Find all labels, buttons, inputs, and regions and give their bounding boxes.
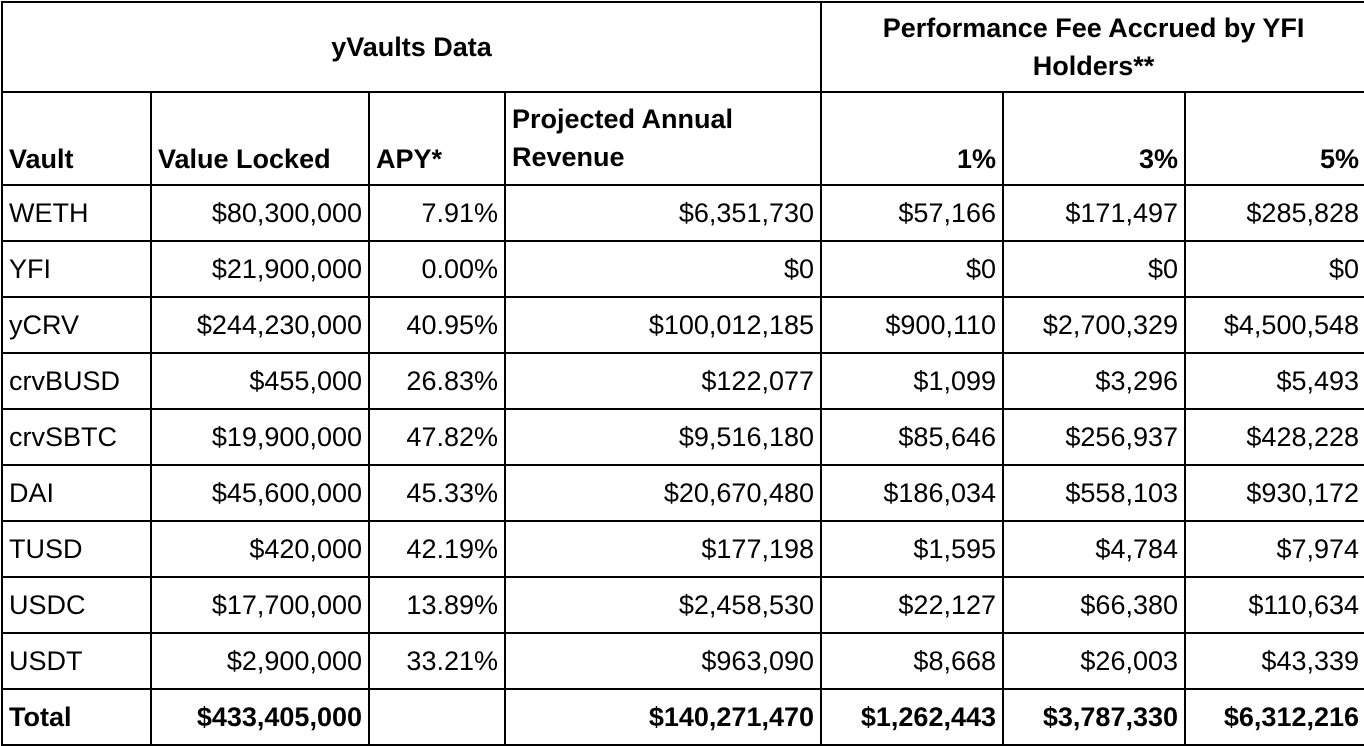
cell-value-locked: $21,900,000 bbox=[151, 241, 369, 297]
column-header-apy: APY* bbox=[369, 92, 505, 185]
cell-total-revenue: $140,271,470 bbox=[505, 689, 821, 745]
cell-apy: 40.95% bbox=[369, 297, 505, 353]
performance-fee-header: Performance Fee Accrued by YFI Holders** bbox=[821, 2, 1364, 92]
cell-total-fee-5: $6,312,216 bbox=[1185, 689, 1364, 745]
cell-vault: crvBUSD bbox=[2, 353, 151, 409]
cell-fee-5: $7,974 bbox=[1185, 521, 1364, 577]
yvaults-table bbox=[1, 1, 1364, 746]
cell-fee-5: $930,172 bbox=[1185, 465, 1364, 521]
cell-fee-1: $85,646 bbox=[821, 409, 1003, 465]
cell-fee-3: $4,784 bbox=[1003, 521, 1185, 577]
cell-total-label: Total bbox=[2, 689, 151, 745]
cell-fee-5: $0 bbox=[1185, 241, 1364, 297]
cell-fee-1: $8,668 bbox=[821, 633, 1003, 689]
cell-revenue: $9,516,180 bbox=[505, 409, 821, 465]
cell-revenue: $2,458,530 bbox=[505, 577, 821, 633]
column-header-fee-5: 5% bbox=[1185, 92, 1364, 185]
cell-value-locked: $17,700,000 bbox=[151, 577, 369, 633]
cell-total-fee-3: $3,787,330 bbox=[1003, 689, 1185, 745]
cell-total-value-locked: $433,405,000 bbox=[151, 689, 369, 745]
cell-fee-1: $57,166 bbox=[821, 185, 1003, 241]
cell-fee-3: $26,003 bbox=[1003, 633, 1185, 689]
cell-vault: crvSBTC bbox=[2, 409, 151, 465]
cell-fee-3: $256,937 bbox=[1003, 409, 1185, 465]
cell-fee-5: $43,339 bbox=[1185, 633, 1364, 689]
cell-total-apy bbox=[369, 689, 505, 745]
cell-fee-5: $5,493 bbox=[1185, 353, 1364, 409]
cell-apy: 26.83% bbox=[369, 353, 505, 409]
cell-vault: WETH bbox=[2, 185, 151, 241]
cell-revenue: $963,090 bbox=[505, 633, 821, 689]
column-header-vault: Vault bbox=[2, 92, 151, 185]
cell-apy: 42.19% bbox=[369, 521, 505, 577]
cell-value-locked: $45,600,000 bbox=[151, 465, 369, 521]
cell-apy: 7.91% bbox=[369, 185, 505, 241]
cell-revenue: $100,012,185 bbox=[505, 297, 821, 353]
cell-revenue: $6,351,730 bbox=[505, 185, 821, 241]
table-row bbox=[2, 465, 1364, 521]
cell-fee-3: $3,296 bbox=[1003, 353, 1185, 409]
cell-fee-3: $66,380 bbox=[1003, 577, 1185, 633]
cell-value-locked: $19,900,000 bbox=[151, 409, 369, 465]
cell-revenue: $20,670,480 bbox=[505, 465, 821, 521]
cell-total-fee-1: $1,262,443 bbox=[821, 689, 1003, 745]
cell-apy: 45.33% bbox=[369, 465, 505, 521]
cell-fee-1: $0 bbox=[821, 241, 1003, 297]
column-header-row bbox=[2, 92, 1364, 185]
table-row bbox=[2, 577, 1364, 633]
cell-value-locked: $80,300,000 bbox=[151, 185, 369, 241]
cell-revenue: $177,198 bbox=[505, 521, 821, 577]
cell-apy: 33.21% bbox=[369, 633, 505, 689]
table-row bbox=[2, 353, 1364, 409]
cell-revenue: $122,077 bbox=[505, 353, 821, 409]
cell-fee-5: $428,228 bbox=[1185, 409, 1364, 465]
table-row bbox=[2, 241, 1364, 297]
table-row bbox=[2, 521, 1364, 577]
cell-fee-1: $1,595 bbox=[821, 521, 1003, 577]
cell-value-locked: $455,000 bbox=[151, 353, 369, 409]
cell-fee-3: $2,700,329 bbox=[1003, 297, 1185, 353]
cell-fee-3: $171,497 bbox=[1003, 185, 1185, 241]
cell-fee-3: $0 bbox=[1003, 241, 1185, 297]
cell-fee-3: $558,103 bbox=[1003, 465, 1185, 521]
cell-vault: USDC bbox=[2, 577, 151, 633]
total-row bbox=[2, 689, 1364, 745]
cell-value-locked: $420,000 bbox=[151, 521, 369, 577]
cell-vault: TUSD bbox=[2, 521, 151, 577]
group-header-row bbox=[2, 2, 1364, 92]
cell-fee-5: $4,500,548 bbox=[1185, 297, 1364, 353]
column-header-fee-3: 3% bbox=[1003, 92, 1185, 185]
column-header-projected-annual-revenue: Projected Annual Revenue bbox=[505, 92, 821, 185]
cell-vault: DAI bbox=[2, 465, 151, 521]
cell-fee-5: $285,828 bbox=[1185, 185, 1364, 241]
cell-revenue: $0 bbox=[505, 241, 821, 297]
cell-vault: YFI bbox=[2, 241, 151, 297]
table-row bbox=[2, 633, 1364, 689]
cell-fee-1: $22,127 bbox=[821, 577, 1003, 633]
cell-apy: 47.82% bbox=[369, 409, 505, 465]
cell-fee-1: $1,099 bbox=[821, 353, 1003, 409]
yvaults-data-header: yVaults Data bbox=[2, 2, 821, 92]
cell-vault: yCRV bbox=[2, 297, 151, 353]
table-row bbox=[2, 185, 1364, 241]
cell-apy: 13.89% bbox=[369, 577, 505, 633]
cell-fee-1: $900,110 bbox=[821, 297, 1003, 353]
cell-fee-5: $110,634 bbox=[1185, 577, 1364, 633]
cell-value-locked: $2,900,000 bbox=[151, 633, 369, 689]
cell-apy: 0.00% bbox=[369, 241, 505, 297]
cell-value-locked: $244,230,000 bbox=[151, 297, 369, 353]
table-row bbox=[2, 297, 1364, 353]
table-row bbox=[2, 409, 1364, 465]
cell-vault: USDT bbox=[2, 633, 151, 689]
cell-fee-1: $186,034 bbox=[821, 465, 1003, 521]
column-header-value-locked: Value Locked bbox=[151, 92, 369, 185]
column-header-fee-1: 1% bbox=[821, 92, 1003, 185]
